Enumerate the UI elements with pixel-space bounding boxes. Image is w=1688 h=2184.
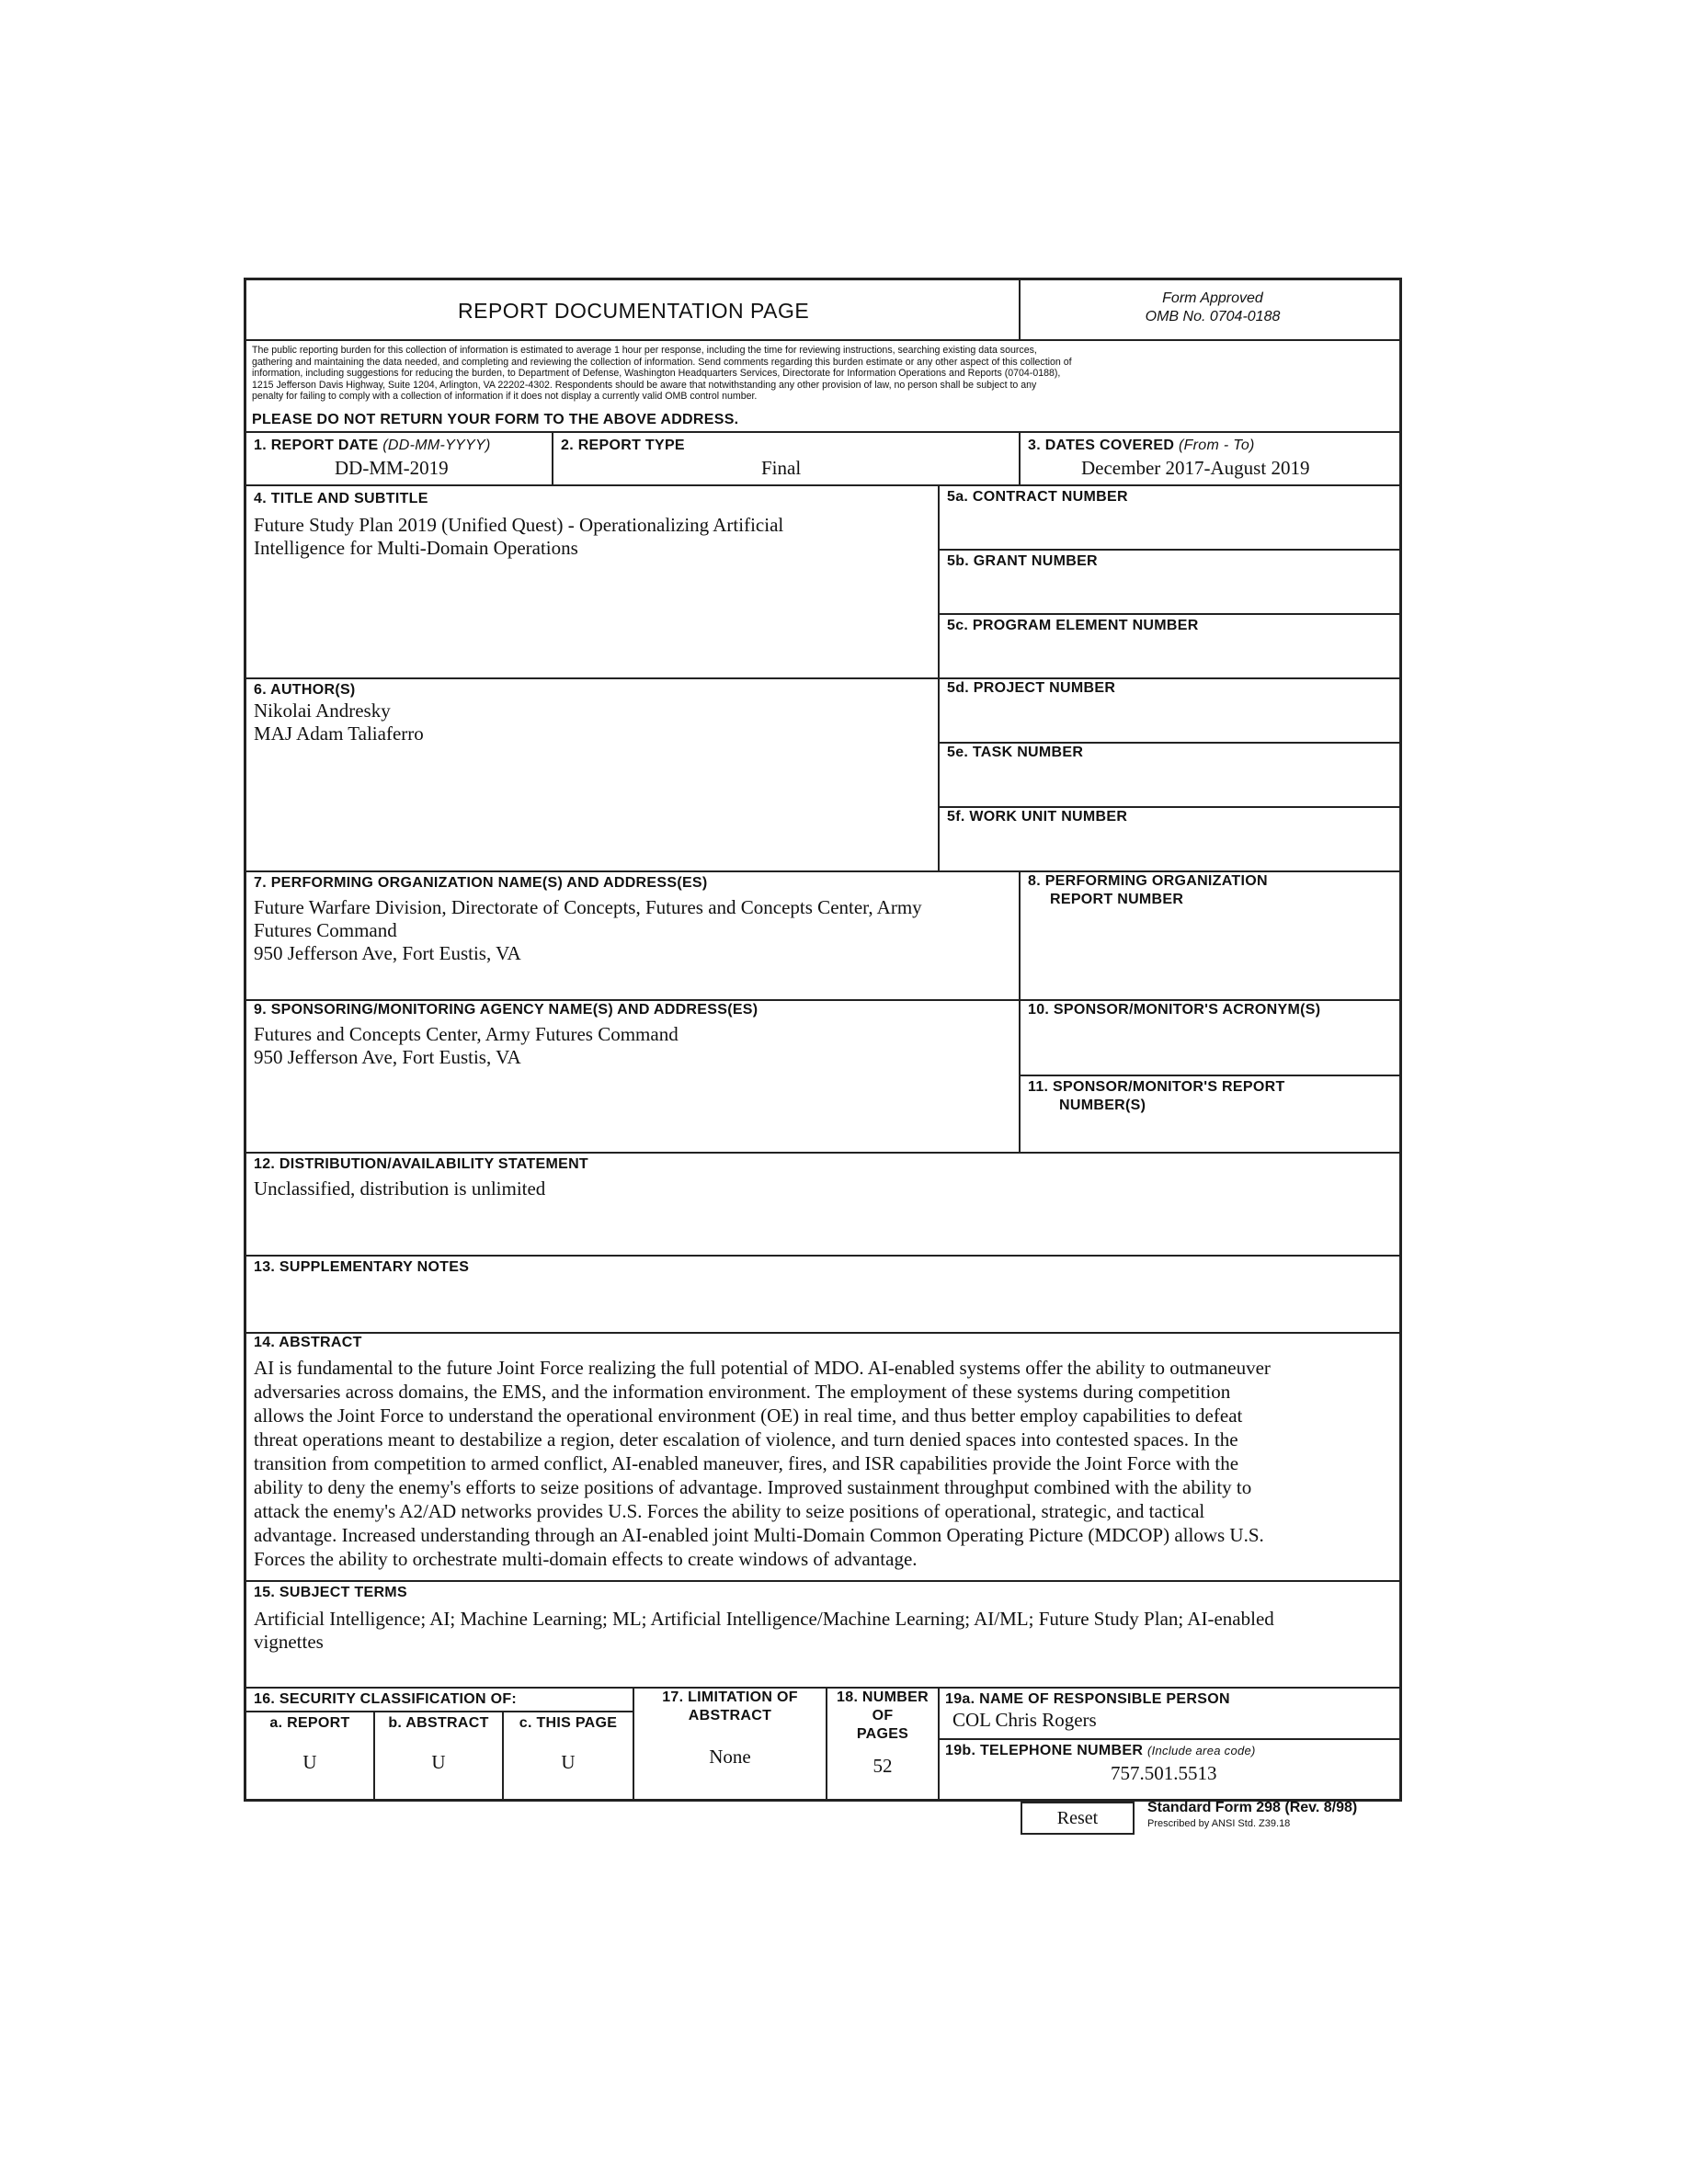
title-label: 4. TITLE AND SUBTITLE (254, 491, 428, 506)
contract-number-label: 5a. CONTRACT NUMBER (947, 489, 1128, 505)
sponsor-acronym-label: 10. SPONSOR/MONITOR'S ACRONYM(S) (1028, 1002, 1321, 1018)
dates-covered-value[interactable]: December 2017-August 2019 (1081, 457, 1310, 479)
abstract-line: transition from competition to armed conflict, AI-enabled maneuver, fires, and ISR capabilities provide the Joint Force with the (254, 1452, 1239, 1474)
dates-covered-label: 3. DATES COVERED (From - To) (1028, 438, 1255, 453)
author-name: Nikolai Andresky (254, 700, 391, 722)
abstract-line: ability to deny the enemy's efforts to seize positions of advantage. Improved sustainment throughput combined with the ability to (254, 1476, 1252, 1498)
reset-button[interactable]: Reset (1021, 1802, 1135, 1835)
work-unit-label: 5f. WORK UNIT NUMBER (947, 809, 1128, 825)
number-of-pages-value[interactable]: 52 (873, 1755, 893, 1777)
security-report-label: a. REPORT (269, 1715, 350, 1731)
number-of-pages-label (827, 1689, 938, 1744)
telephone-value[interactable]: 757.501.5513 (1111, 1762, 1217, 1784)
responsible-person-label: 19a. NAME OF RESPONSIBLE PERSON (945, 1691, 1230, 1707)
divider (1019, 1075, 1399, 1076)
title-line: Intelligence for Multi-Domain Operations (254, 537, 578, 559)
security-abstract-value[interactable]: U (431, 1751, 446, 1773)
report-date-value[interactable]: DD-MM-2019 (335, 457, 449, 479)
abstract-label: 14. ABSTRACT (254, 1335, 362, 1350)
divider (938, 1738, 1399, 1740)
grant-number-label: 5b. GRANT NUMBER (947, 553, 1098, 569)
supplementary-notes-label: 13. SUPPLEMENTARY NOTES (254, 1259, 470, 1275)
sponsor-report-label-line: NUMBER(S) (1059, 1098, 1146, 1113)
abstract-line: attack the enemy's A2/AD networks provides U.S. Forces the ability to seize positions of operational, strategic, and tactical (254, 1500, 1205, 1522)
divider (246, 1255, 1399, 1257)
performing-report-label-line: REPORT NUMBER (1050, 892, 1184, 907)
telephone-label: 19b. TELEPHONE NUMBER (Include area code) (945, 1743, 1256, 1758)
burden-line: penalty for failing to comply with a collection of information if it does not display a currently valid OMB control number. (252, 391, 758, 403)
divider (246, 1711, 633, 1712)
divider (1019, 431, 1021, 484)
burden-line: The public reporting burden for this collection of information is estimated to average 1 hour per response, including the time for reviewing instructions, searching existing data sources, (252, 345, 1037, 356)
project-number-label: 5d. PROJECT NUMBER (947, 680, 1116, 696)
security-report-value[interactable]: U (302, 1751, 317, 1773)
divider (938, 1687, 940, 1799)
divider (1019, 870, 1021, 1152)
sponsoring-agency-value[interactable] (254, 1023, 679, 1069)
performing-org-line: 950 Jefferson Ave, Fort Eustis, VA (254, 942, 521, 964)
divider (938, 549, 1399, 551)
security-classification-label: 16. SECURITY CLASSIFICATION OF: (254, 1691, 518, 1707)
limitation-label-line: ABSTRACT (688, 1708, 772, 1723)
sponsoring-agency-label: 9. SPONSORING/MONITORING AGENCY NAME(S) AND ADDRESS(ES) (254, 1002, 758, 1018)
sponsoring-agency-line: 950 Jefferson Ave, Fort Eustis, VA (254, 1046, 521, 1068)
burden-line: information, including suggestions for reducing the burden, to Department of Defense, Washington Headquarters Services, Directorate for Information Operations and Reports (0704-0188), (252, 368, 1061, 380)
abstract-line: allows the Joint Force to understand the operational environment (OE) in real time, and thus better employ capabilities to defeat (254, 1405, 1243, 1427)
report-documentation-form (244, 278, 1402, 1802)
burden-line: gathering and maintaining the data needed, and completing and reviewing the collection of information. Send comments regarding this burden estimate or any other aspect of this collection of (252, 356, 1072, 368)
security-page-value[interactable]: U (561, 1751, 576, 1773)
abstract-line: threat operations meant to destabilize a region, deter escalation of violence, and turn denied spaces into contested spaces. In the (254, 1428, 1238, 1450)
report-type-label: 2. REPORT TYPE (561, 438, 685, 453)
subject-terms-value[interactable] (254, 1608, 1274, 1654)
prescribed-label: Prescribed by ANSI Std. Z39.18 (1147, 1818, 1291, 1829)
limitation-value[interactable]: None (709, 1746, 751, 1768)
omb-number: OMB No. 0704-0188 (1145, 309, 1281, 324)
authors-value[interactable] (254, 700, 424, 745)
burden-statement (252, 345, 1396, 403)
subject-terms-line: Artificial Intelligence; AI; Machine Learning; ML; Artificial Intelligence/Machine Learning; AI/ML; Future Study Plan; AI-enabled (254, 1608, 1274, 1630)
divider (246, 431, 1399, 433)
performing-org-line: Future Warfare Division, Directorate of Concepts, Futures and Concepts Center, Army (254, 896, 922, 918)
authors-label: 6. AUTHOR(S) (254, 682, 356, 698)
subject-terms-label: 15. SUBJECT TERMS (254, 1585, 407, 1600)
abstract-line: adversaries across domains, the EMS, and the information environment. The employment of these systems during competition (254, 1381, 1231, 1403)
sponsor-report-label (1028, 1078, 1285, 1115)
report-type-value[interactable]: Final (761, 457, 802, 479)
subject-terms-line: vignettes (254, 1631, 324, 1653)
divider (246, 677, 1399, 679)
task-number-label: 5e. TASK NUMBER (947, 745, 1084, 760)
burden-line: 1215 Jefferson Davis Highway, Suite 1204, Arlington, VA 22202-4302. Respondents should be aware that notwithstanding any other provision of law, no person shall be subject to any (252, 379, 1037, 391)
distribution-label: 12. DISTRIBUTION/AVAILABILITY STATEMENT (254, 1156, 589, 1172)
divider (552, 431, 553, 484)
report-date-label: 1. REPORT DATE (DD-MM-YYYY) (254, 438, 491, 453)
number-of-pages-label-line: OF (872, 1708, 894, 1723)
divider (246, 1580, 1399, 1582)
performing-report-label-line: 8. PERFORMING ORGANIZATION (1028, 873, 1268, 889)
divider (246, 1152, 1399, 1154)
number-of-pages-label-line: 18. NUMBER (837, 1689, 929, 1705)
limitation-label-line: 17. LIMITATION OF (662, 1689, 798, 1705)
standard-form-label: Standard Form 298 (Rev. 8/98) (1147, 1800, 1358, 1815)
form-approved-line: Form Approved (1162, 290, 1263, 306)
number-of-pages-label-line: PAGES (856, 1726, 909, 1742)
divider (246, 484, 1399, 486)
divider (246, 339, 1399, 341)
abstract-line: Forces the ability to orchestrate multi-domain effects to create windows of advantage. (254, 1548, 918, 1570)
sponsor-report-label-line: 11. SPONSOR/MONITOR'S REPORT (1028, 1079, 1285, 1095)
performing-org-line: Futures Command (254, 919, 397, 941)
security-page-label: c. THIS PAGE (519, 1715, 618, 1731)
distribution-value[interactable]: Unclassified, distribution is unlimited (254, 1177, 546, 1200)
divider (938, 613, 1399, 615)
author-name: MAJ Adam Taliaferro (254, 722, 424, 745)
form-approved (1021, 290, 1405, 326)
divider (246, 1332, 1399, 1334)
abstract-line: AI is fundamental to the future Joint Force realizing the full potential of MDO. AI-enabled systems offer the ability to outmaneuver (254, 1357, 1271, 1379)
sponsoring-agency-line: Futures and Concepts Center, Army Futures Command (254, 1023, 679, 1045)
performing-org-value[interactable] (254, 896, 922, 965)
abstract-value[interactable] (254, 1356, 1394, 1571)
performing-report-label (1028, 872, 1268, 909)
form-title: REPORT DOCUMENTATION PAGE (458, 299, 810, 323)
limitation-label (634, 1689, 826, 1725)
security-abstract-label: b. ABSTRACT (388, 1715, 489, 1731)
responsible-person-value[interactable]: COL Chris Rogers (952, 1709, 1097, 1731)
title-line: Future Study Plan 2019 (Unified Quest) - Operationalizing Artificial (254, 514, 784, 536)
abstract-line: advantage. Increased understanding through an AI-enabled joint Multi-Domain Common Operating Picture (MDCOP) allows U.S. (254, 1524, 1264, 1546)
performing-org-label: 7. PERFORMING ORGANIZATION NAME(S) AND ADDRESS(ES) (254, 875, 708, 891)
do-not-return-notice: PLEASE DO NOT RETURN YOUR FORM TO THE ABOVE ADDRESS. (252, 412, 739, 427)
title-value[interactable] (254, 514, 783, 560)
program-element-label: 5c. PROGRAM ELEMENT NUMBER (947, 618, 1199, 633)
